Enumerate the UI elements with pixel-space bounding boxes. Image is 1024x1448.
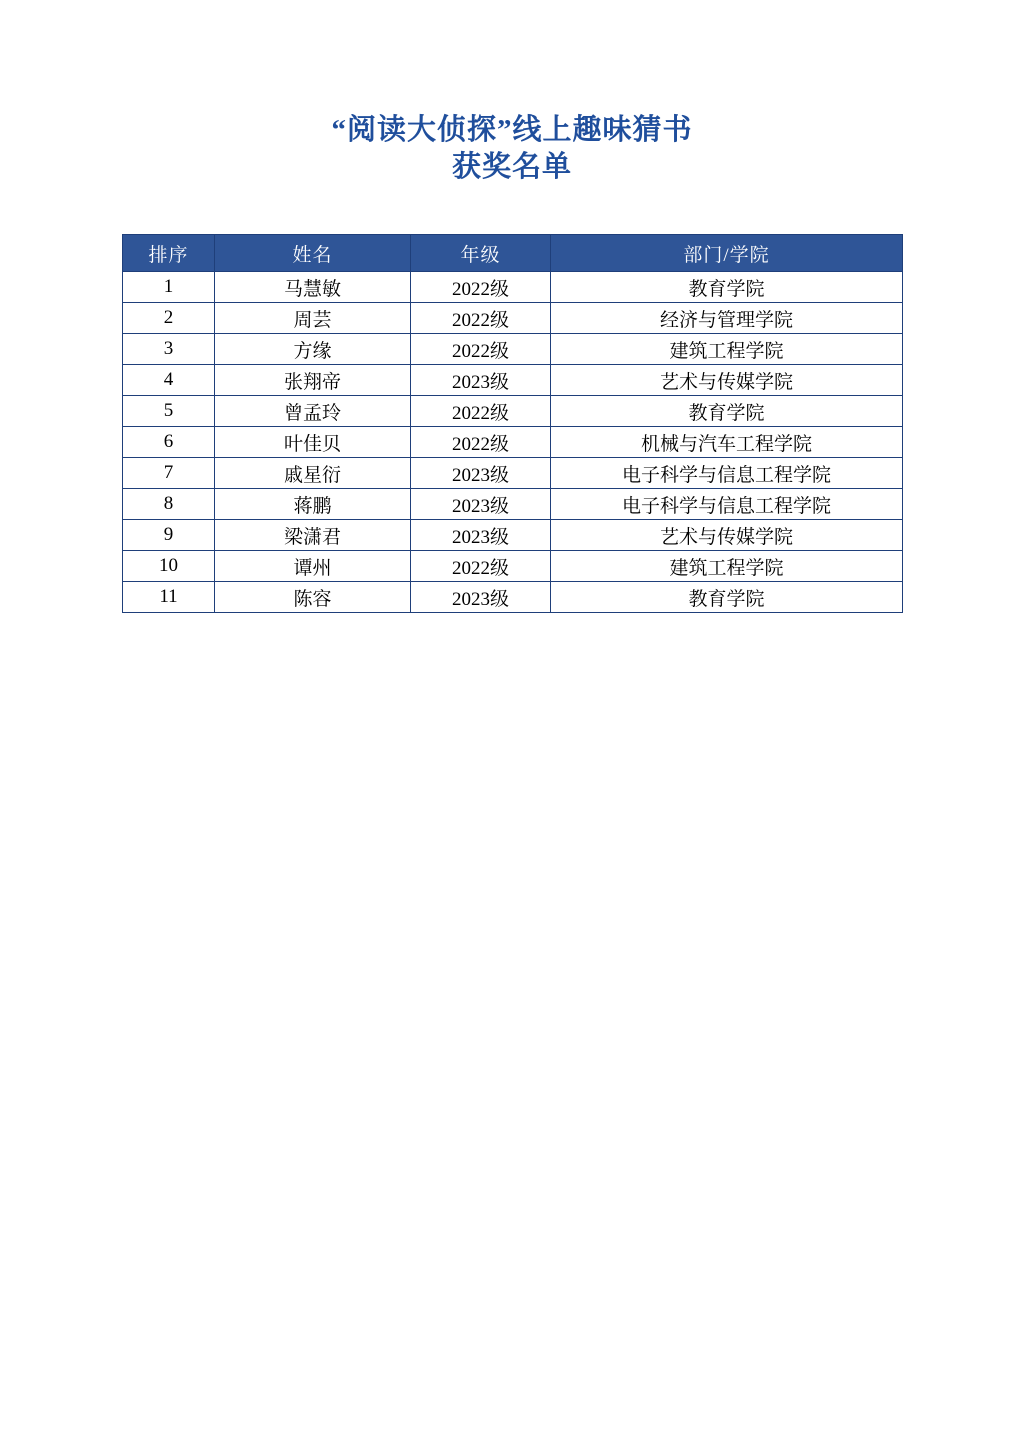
award-table	[122, 234, 903, 613]
cell-name: 谭州	[215, 551, 411, 582]
table-row	[123, 520, 903, 551]
table-row	[123, 334, 903, 365]
cell-department: 教育学院	[551, 396, 903, 427]
cell-grade: 2022级	[411, 396, 551, 427]
cell-grade: 2023级	[411, 458, 551, 489]
table-row	[123, 427, 903, 458]
column-header-department: 部门/学院	[551, 235, 903, 272]
cell-rank: 9	[123, 520, 215, 551]
cell-grade: 2022级	[411, 334, 551, 365]
cell-rank: 8	[123, 489, 215, 520]
cell-grade: 2022级	[411, 272, 551, 303]
award-table-wrap	[122, 234, 902, 613]
column-header-name: 姓名	[215, 235, 411, 272]
cell-grade: 2022级	[411, 427, 551, 458]
page-title	[0, 0, 1024, 186]
cell-grade: 2022级	[411, 303, 551, 334]
cell-grade: 2023级	[411, 365, 551, 396]
table-row	[123, 365, 903, 396]
cell-name: 叶佳贝	[215, 427, 411, 458]
title-line-1: “阅读大侦探”线上趣味猜书	[331, 114, 693, 146]
cell-rank: 3	[123, 334, 215, 365]
table-row	[123, 551, 903, 582]
cell-rank: 4	[123, 365, 215, 396]
cell-name: 马慧敏	[215, 272, 411, 303]
cell-rank: 10	[123, 551, 215, 582]
cell-name: 曾孟玲	[215, 396, 411, 427]
table-row	[123, 303, 903, 334]
cell-grade: 2023级	[411, 520, 551, 551]
cell-name: 方缘	[215, 334, 411, 365]
cell-rank: 1	[123, 272, 215, 303]
table-row	[123, 582, 903, 613]
cell-name: 梁潇君	[215, 520, 411, 551]
cell-department: 教育学院	[551, 272, 903, 303]
cell-department: 艺术与传媒学院	[551, 520, 903, 551]
cell-rank: 5	[123, 396, 215, 427]
cell-rank: 11	[123, 582, 215, 613]
cell-department: 建筑工程学院	[551, 334, 903, 365]
cell-rank: 7	[123, 458, 215, 489]
cell-department: 经济与管理学院	[551, 303, 903, 334]
cell-grade: 2023级	[411, 489, 551, 520]
cell-name: 张翔帝	[215, 365, 411, 396]
table-row	[123, 458, 903, 489]
column-header-grade: 年级	[411, 235, 551, 272]
cell-department: 电子科学与信息工程学院	[551, 458, 903, 489]
cell-name: 戚星衍	[215, 458, 411, 489]
cell-rank: 2	[123, 303, 215, 334]
cell-department: 电子科学与信息工程学院	[551, 489, 903, 520]
cell-department: 教育学院	[551, 582, 903, 613]
cell-department: 艺术与传媒学院	[551, 365, 903, 396]
table-header-row	[123, 235, 903, 272]
cell-grade: 2022级	[411, 551, 551, 582]
table-row	[123, 396, 903, 427]
cell-department: 建筑工程学院	[551, 551, 903, 582]
table-row	[123, 272, 903, 303]
cell-name: 周芸	[215, 303, 411, 334]
cell-name: 陈容	[215, 582, 411, 613]
cell-department: 机械与汽车工程学院	[551, 427, 903, 458]
table-row	[123, 489, 903, 520]
cell-rank: 6	[123, 427, 215, 458]
cell-grade: 2023级	[411, 582, 551, 613]
title-line-2: 获奖名单	[451, 151, 572, 184]
column-header-rank: 排序	[123, 235, 215, 272]
table-body	[123, 272, 903, 613]
cell-name: 蒋鹏	[215, 489, 411, 520]
